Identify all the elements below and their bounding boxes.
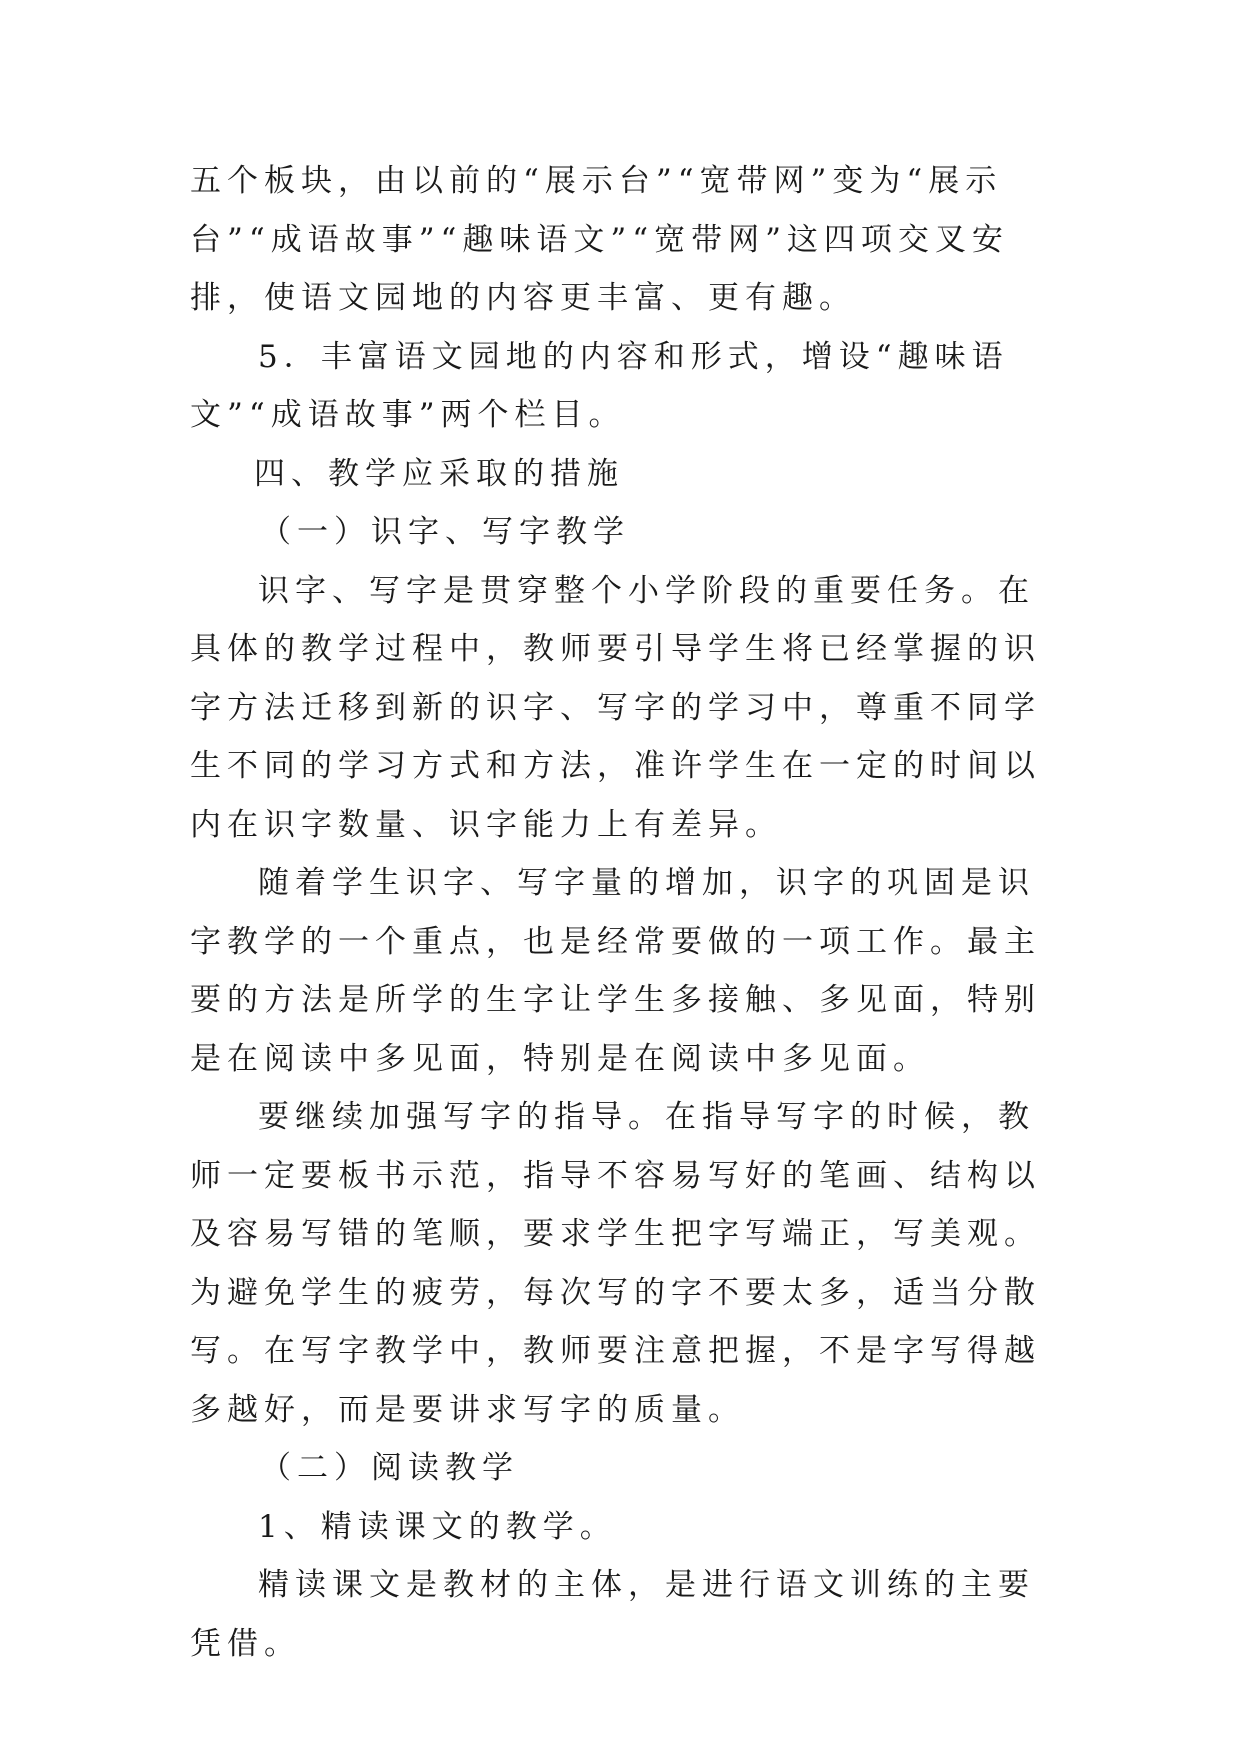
paragraph-literacy-consolidation: 随着学生识字、写字量的增加，识字的巩固是识字教学的一个重点，也是经常要做的一项工作。最主要的方法是所学的生字让学生多接触、多见面，特别是在阅读中多见面，特别是在阅读中多见面。 <box>190 865 1041 1077</box>
paragraph-writing-guidance: 要继续加强写字的指导。在指导写字的时候，教师一定要板书示范，指导不容易写好的笔画、结构以及容易写错的笔顺，要求学生把字写端正，写美观。为避免学生的疲劳，每次写的字不要太多，适当分散写。在写字教学中，教师要注意把握，不是字写得越多越好，而是要讲求写字的质量。 <box>190 1099 1041 1428</box>
document-body <box>190 152 1070 1673</box>
subsection-heading-literacy: （一）识字、写字教学 <box>260 514 630 550</box>
paragraph-intensive-reading-heading: 1、精读课文的教学。 <box>258 1508 617 1545</box>
subsection-heading-reading: （二）阅读教学 <box>260 1450 519 1486</box>
paragraph-continuation: 五个板块，由以前的“展示台”“宽带网”变为“展示台”“成语故事”“趣味语文”“宽带网”这四项交叉安排，使语文园地的内容更丰富、更有趣。 <box>190 163 1009 316</box>
paragraph-intensive-reading: 精读课文是教材的主体，是进行语文训练的主要凭借。 <box>190 1567 1035 1662</box>
section-heading-measures: 四、教学应采取的措施 <box>254 455 624 492</box>
paragraph-item-5: 5．丰富语文园地的内容和形式，增设“趣味语文”“成语故事”两个栏目。 <box>190 338 1009 433</box>
paragraph-literacy-task: 识字、写字是贯穿整个小学阶段的重要任务。在具体的教学过程中，教师要引导学生将已经掌握的识字方法迁移到新的识字、写字的学习中，尊重不同学生不同的学习方式和方法，准许学生在一定的时间以内在识字数量、识字能力上有差异。 <box>190 572 1041 843</box>
